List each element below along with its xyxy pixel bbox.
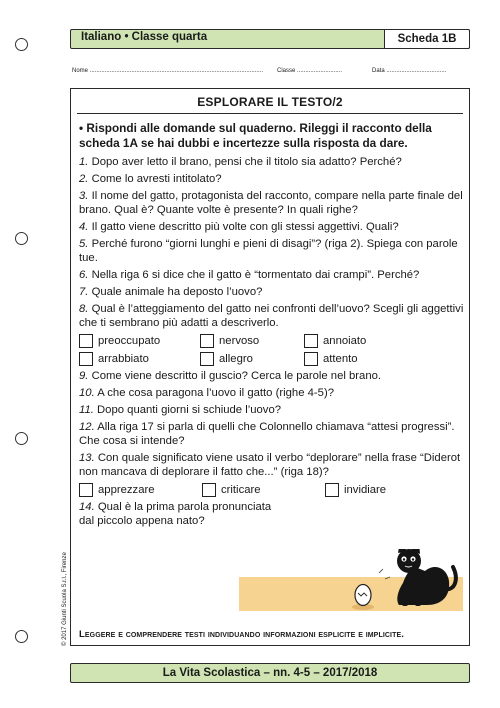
binder-hole-icon: [15, 38, 28, 51]
question-text: Quale animale ha deposto l’uovo?: [91, 286, 263, 298]
question-text: Come viene descritto il guscio? Cerca le parole nel brano.: [91, 370, 382, 382]
question-number: 4.: [79, 221, 89, 233]
question-12: [79, 420, 465, 448]
worksheet-frame: [70, 88, 470, 646]
question-7: [79, 285, 465, 299]
question-text: Qual è la prima parola pronunciata dal piccolo appena nato?: [79, 501, 272, 527]
question-text: Qual è l’atteggiamento del gatto nei confronti dell’uovo? Scegli gli aggettivi che ti sembrano più adatti a descriverlo.: [79, 303, 464, 329]
option-label: preoccupato: [98, 334, 161, 347]
question-number: 3.: [79, 190, 89, 202]
option-label: invidiare: [344, 483, 387, 496]
name-field[interactable]: Nome ........................................................................................................: [72, 68, 264, 74]
question-text: Come lo avresti intitolato?: [91, 173, 222, 185]
option-label: arrabbiato: [98, 352, 149, 365]
checkbox[interactable]: [79, 334, 93, 348]
black-cat-with-egg-illustration: [239, 549, 463, 619]
question-3: [79, 189, 465, 217]
question-text: Perché furono “giorni lunghi e pieni di disagi”? (riga 2). Spiega con parole tue.: [79, 238, 458, 264]
question-text: Il gatto viene descritto più volte con gli stessi aggettivi. Quali?: [91, 221, 399, 233]
question-number: 8.: [79, 303, 89, 315]
question-11: [79, 403, 465, 417]
question-number: 10.: [79, 387, 95, 399]
student-fields: [72, 68, 468, 78]
option-criticare[interactable]: [202, 483, 325, 497]
q8-options-row-1: [79, 333, 465, 348]
publication-footer: La Vita Scolastica – nn. 4-5 – 2017/2018: [70, 663, 470, 683]
checkbox[interactable]: [200, 334, 214, 348]
binder-hole-icon: [15, 432, 28, 445]
question-4: [79, 220, 465, 234]
option-label: allegro: [219, 352, 253, 365]
date-field[interactable]: Data ....................................: [372, 68, 447, 74]
option-label: nervoso: [219, 334, 260, 347]
checkbox[interactable]: [79, 483, 93, 497]
question-text: A che cosa paragona l’uovo il gatto (righe 4-5)?: [97, 387, 334, 399]
question-text: Nella riga 6 si dice che il gatto è “tormentato dai crampi”. Perché?: [91, 269, 420, 281]
sheet-label: Scheda 1B: [384, 29, 470, 49]
copyright-note: © 2017 Giunti Scuola S.r.l., Firenze: [62, 552, 68, 646]
question-text: Con quale significato viene usato il verbo “deplorare” nella frase “Diderot non mancava di deplorare il fatto che...” (riga 18)?: [79, 452, 461, 478]
question-number: 14.: [79, 501, 95, 513]
header-band: [70, 29, 470, 49]
question-text: Dopo aver letto il brano, pensi che il titolo sia adatto? Perché?: [91, 156, 402, 168]
question-5: [79, 237, 465, 265]
option-invidiare[interactable]: [325, 483, 446, 497]
checkbox[interactable]: [304, 352, 318, 366]
question-number: 7.: [79, 286, 89, 298]
question-number: 2.: [79, 173, 89, 185]
option-apprezzare[interactable]: [79, 483, 202, 497]
option-label: apprezzare: [98, 483, 155, 496]
learning-objective: Leggere e comprendere testi individuando informazioni esplicite e implicite.: [79, 629, 404, 640]
question-9: [79, 369, 465, 383]
question-text: Alla riga 17 si parla di quelli che Colonnello chiamava “attesi progressi”. Che cosa si intende?: [79, 421, 455, 447]
option-label: attento: [323, 352, 358, 365]
question-number: 11.: [79, 404, 94, 416]
checkbox[interactable]: [325, 483, 339, 497]
subject-title: Italiano • Classe quarta: [81, 31, 208, 43]
question-6: [79, 268, 465, 282]
binder-hole-icon: [15, 630, 28, 643]
option-attento[interactable]: [304, 352, 425, 366]
checkbox[interactable]: [200, 352, 214, 366]
instructions: • Rispondi alle domande sul quaderno. Rileggi il racconto della scheda 1A se hai dubbi e incertezze sulla risposta da dare.: [79, 121, 432, 150]
question-number: 5.: [79, 238, 89, 250]
option-nervoso[interactable]: [200, 334, 304, 348]
option-allegro[interactable]: [200, 352, 304, 366]
checkbox[interactable]: [202, 483, 216, 497]
question-13: [79, 451, 465, 479]
option-label: criticare: [221, 483, 261, 496]
checkbox[interactable]: [304, 334, 318, 348]
worksheet-heading: ESPLORARE IL TESTO/2: [197, 95, 343, 109]
option-label: annoiato: [323, 334, 367, 347]
question-1: [79, 155, 465, 169]
question-2: [79, 172, 465, 186]
question-14: [79, 500, 289, 528]
egg-icon: [355, 585, 371, 606]
question-10: [79, 386, 465, 400]
option-arrabbiato[interactable]: [79, 352, 200, 366]
question-number: 1.: [79, 156, 89, 168]
question-number: 6.: [79, 269, 89, 281]
question-number: 9.: [79, 370, 89, 382]
question-list: [79, 155, 465, 531]
class-field[interactable]: Classe ...........................: [277, 68, 343, 74]
question-text: Il nome del gatto, protagonista del racconto, compare nella parte finale del brano. Qual è? Quante volte è presente? In quali righe?: [79, 190, 463, 216]
q13-options-row: [79, 482, 465, 497]
option-preoccupato[interactable]: [79, 334, 200, 348]
heading-divider: [77, 113, 463, 114]
question-text: Dopo quanti giorni si schiude l’uovo?: [97, 404, 282, 416]
option-annoiato[interactable]: [304, 334, 425, 348]
binder-hole-icon: [15, 232, 28, 245]
question-8: [79, 302, 465, 330]
q8-options-row-2: [79, 351, 465, 366]
question-number: 13.: [79, 452, 95, 464]
checkbox[interactable]: [79, 352, 93, 366]
question-number: 12.: [79, 421, 95, 433]
